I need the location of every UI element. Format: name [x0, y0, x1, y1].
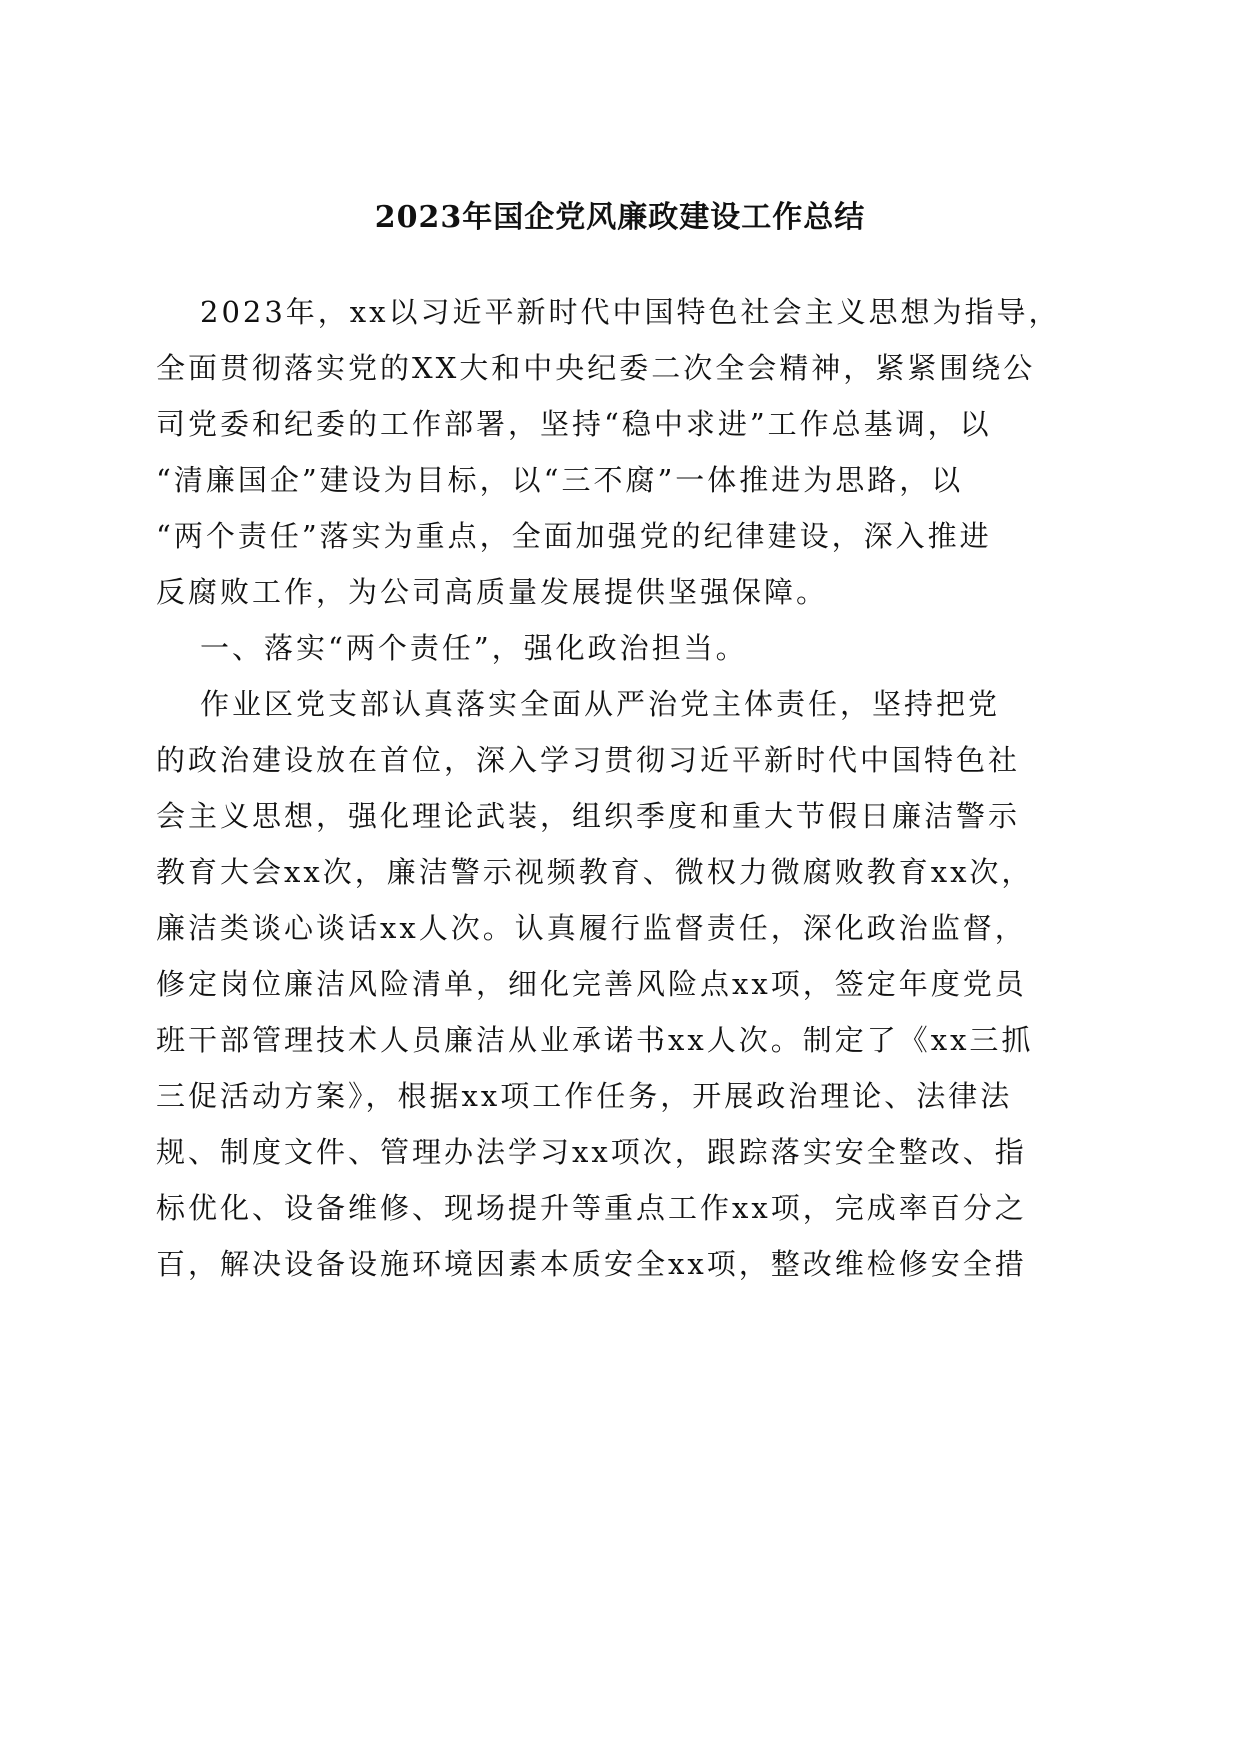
paragraph-line: 教育大会xx次，廉洁警示视频教育、微权力微腐败教育xx次，: [156, 855, 1034, 889]
paragraph-line: 全面贯彻落实党的XX大和中央纪委二次全会精神，紧紧围绕公: [156, 351, 1036, 385]
paragraph-line: 廉洁类谈心谈话xx人次。认真履行监督责任，深化政治监督，: [156, 911, 1027, 945]
paragraph-line: 百，解决设备设施环境因素本质安全xx项，整改维检修安全措: [156, 1247, 1027, 1281]
paragraph-line: 2023年，xx以习近平新时代中国特色社会主义思想为指导，: [200, 295, 1061, 329]
paragraph-line: 反腐败工作，为公司高质量发展提供坚强保障。: [156, 575, 829, 609]
paragraph-line: 修定岗位廉洁风险清单，细化完善风险点xx项，签定年度党员: [156, 967, 1027, 1001]
paragraph-line: 班干部管理技术人员廉洁从业承诺书xx人次。制定了《xx三抓: [156, 1023, 1034, 1057]
paragraph-line: 规、制度文件、管理办法学习xx项次，跟踪落实安全整改、指: [156, 1135, 1027, 1169]
paragraph-line: 作业区党支部认真落实全面从严治党主体责任，坚持把党: [200, 687, 1001, 721]
document-title: 2023年国企党风廉政建设工作总结: [374, 200, 866, 235]
paragraph-line: 三促活动方案》，根据xx项工作任务，开展政治理论、法律法: [156, 1079, 1013, 1113]
paragraph-line: 标优化、设备维修、现场提升等重点工作xx项，完成率百分之: [156, 1191, 1027, 1225]
section-heading: 一、落实“两个责任”，强化政治担当。: [200, 631, 748, 665]
paragraph-line: “两个责任”落实为重点，全面加强党的纪律建设，深入推进: [156, 519, 992, 553]
paragraph-line: 的政治建设放在首位，深入学习贯彻习近平新时代中国特色社: [156, 743, 1021, 777]
paragraph-line: “清廉国企”建设为目标，以“三不腐”一体推进为思路，以: [156, 463, 964, 497]
paragraph-line: 会主义思想，强化理论武装，组织季度和重大节假日廉洁警示: [156, 799, 1021, 833]
paragraph-line: 司党委和纪委的工作部署，坚持“稳中求进”工作总基调，以: [156, 407, 992, 441]
